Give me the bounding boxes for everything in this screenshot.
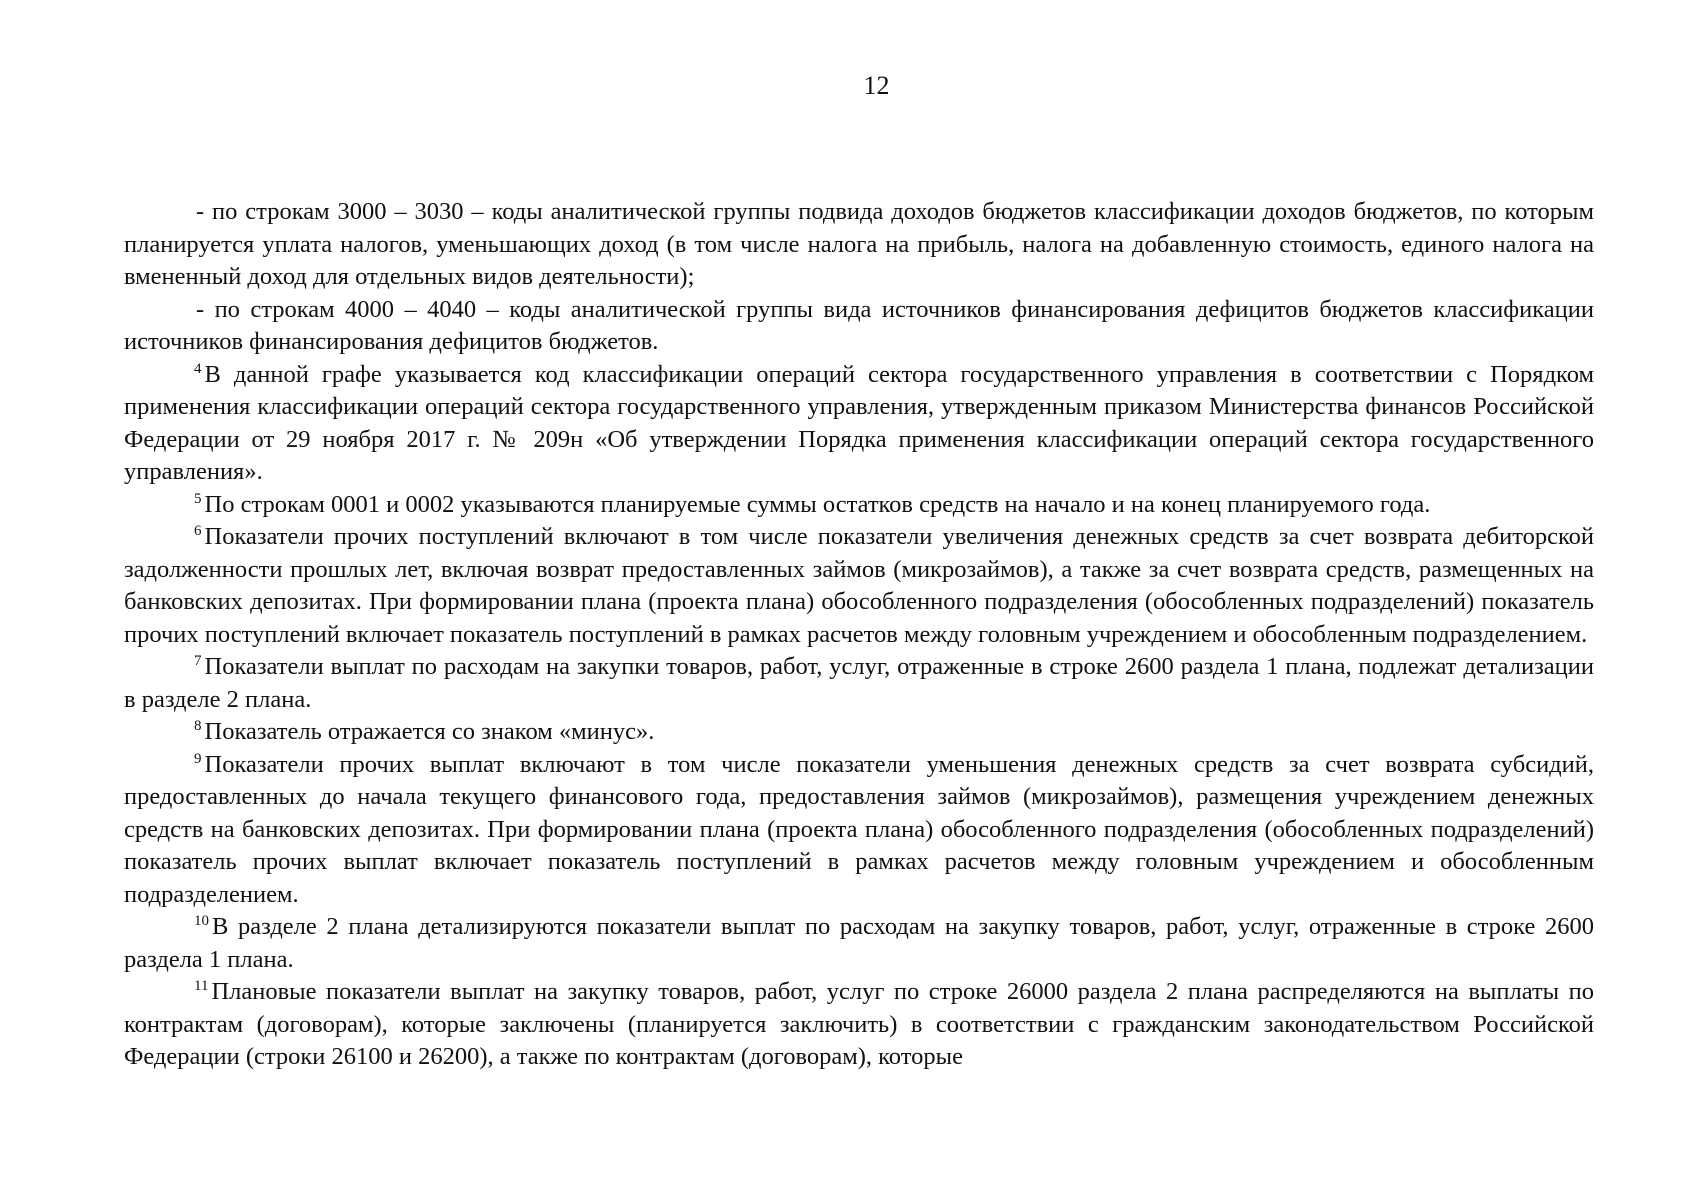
footnote-10	[124, 911, 1594, 976]
footnote-marker: 8	[194, 718, 202, 734]
footnote-8	[124, 716, 1594, 749]
footnote-marker: 11	[194, 978, 209, 994]
paragraph-text: - по строкам 4000 – 4040 – коды аналитической группы вида источников финансирования дефицитов бюджетов классификации источников финансирования дефицитов бюджетов.	[124, 295, 1594, 355]
footnote-4	[124, 359, 1594, 489]
footnote-text: Показатель отражается со знаком «минус».	[204, 718, 655, 745]
page-number: 12	[863, 71, 890, 100]
list-item-rows-3000-3030	[124, 196, 1594, 294]
footnote-text: По строкам 0001 и 0002 указываются планируемые суммы остатков средств на начало и на конец планируемого года.	[204, 490, 1431, 518]
footnote-text: В данной графе указывается код классификации операций сектора государственного управления в соответствии с Порядком применения классификации операций сектора государственного управления, утвержденным приказом Министерства финансов Российской Федерации от 29 ноября 2017 г. № 209н «Об утверждении Порядка применения классификации операций сектора государственного управления».	[124, 360, 1594, 485]
footnote-marker: 9	[194, 750, 202, 767]
footnote-text: Показатели прочих выплат включают в том числе показатели уменьшения денежных средств за счет возврата субсидий, предоставленных до начала текущего финансового года, предоставления займов (микрозаймов), размещения учреждением денежных средств на банковских депозитах. При формировании плана (проекта плана) обособленного подразделения (обособленных подразделений) показатель прочих выплат включает показатель поступлений в рамках расчетов между головным учреждением и обособленным подразделением.	[124, 750, 1594, 908]
footnote-6	[124, 521, 1594, 651]
footnote-text: Показатели выплат по расходам на закупки товаров, работ, услуг, отраженные в строке 2600 раздела 1 плана, подлежат детализации в разделе 2 плана.	[124, 653, 1594, 713]
footnote-text: Показатели прочих поступлений включают в том числе показатели увеличения денежных средств за счет возврата дебиторской задолженности прошлых лет, включая возврат предоставленных займов (микрозаймов), а также за счет возврата средств, размещенных на банковских депозитах. При формировании плана (проекта плана) обособленного подразделения (обособленных подразделений) показатель прочих поступлений включает показатель поступлений в рамках расчетов между головным учреждением и обособленным подразделением.	[124, 523, 1594, 648]
paragraph-text: - по строкам 3000 – 3030 – коды аналитической группы подвида доходов бюджетов классификации доходов бюджетов, по которым планируется уплата налогов, уменьшающих доход (в том числе налога на прибыль, налога на добавленную стоимость, единого налога на вмененный доход для отдельных видов деятельности);	[124, 198, 1594, 290]
footnote-text: Плановые показатели выплат на закупку товаров, работ, услуг по строке 26000 раздела 2 плана распределяются на выплаты по контрактам (договорам), которые заключены (планируется заключить) в соответствии с гражданским законодательством Российской Федерации (строки 26100 и 26200), а также по контрактам (договорам), которые	[124, 978, 1594, 1070]
footnote-marker: 6	[194, 523, 202, 539]
footnote-11	[124, 976, 1594, 1074]
footnote-marker: 10	[194, 913, 209, 929]
list-item-rows-4000-4040	[124, 294, 1594, 359]
footnote-text: В разделе 2 плана детализируются показатели выплат по расходам на закупку товаров, работ, услуг, отраженные в строке 2600 раздела 1 плана.	[124, 913, 1594, 973]
footnote-7	[124, 651, 1594, 716]
footnote-9	[124, 749, 1594, 912]
document-body	[124, 196, 1594, 1074]
footnote-marker: 4	[194, 360, 202, 377]
footnote-5	[124, 489, 1594, 522]
footnote-marker: 7	[194, 653, 202, 669]
footnote-marker: 5	[194, 490, 202, 507]
